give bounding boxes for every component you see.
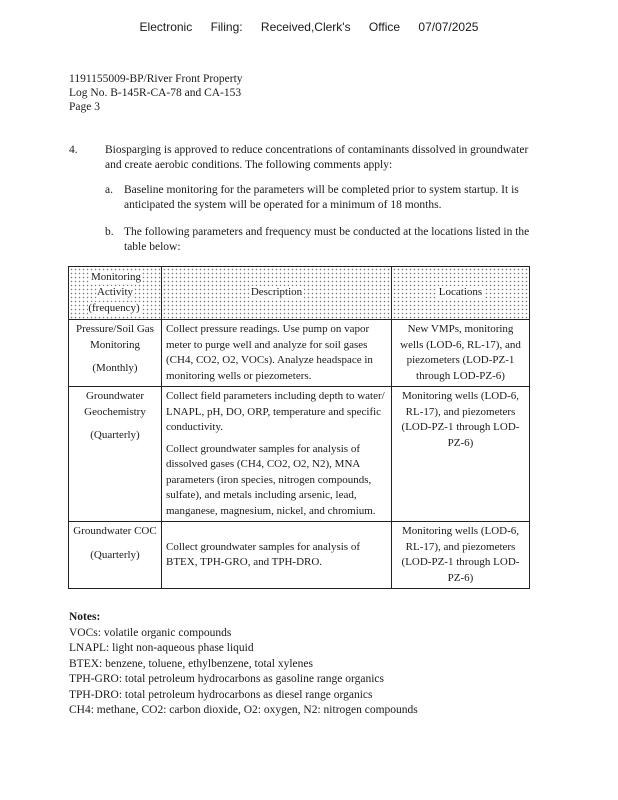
description-cell — [162, 387, 392, 522]
note-item: LNAPL: light non-aqueous phase liquid — [69, 642, 254, 654]
item-b-text: The following parameters and frequency must be conducted at the locations listed in the table below: — [124, 226, 530, 253]
item-a-text: Baseline monitoring for the parameters will be completed prior to system startup. It is anticipated the system will be operated for a minimum of 18 months. — [124, 184, 519, 211]
note-item: TPH-DRO: total petroleum hydrocarbons as diesel range organics — [69, 688, 373, 701]
notes-title: Notes: — [69, 611, 101, 623]
activity-cell — [69, 522, 162, 589]
header-activity: Monitoring Activity (frequency) — [69, 267, 162, 320]
stamp-date: 07/07/2025 — [418, 20, 479, 34]
description-cell — [162, 522, 392, 589]
locations-text: Monitoring wells (LOD-6, RL-17), and piezometers (LOD-PZ-1 through LOD-PZ-6) — [401, 390, 520, 449]
stamp-received: Received,Clerk's — [260, 20, 351, 34]
locations-cell — [392, 320, 530, 387]
note-item: CH4: methane, CO2: carbon dioxide, O2: oxygen, N2: nitrogen compounds — [69, 704, 418, 716]
description-text-2: Collect groundwater samples for analysis of dissolved gases (CH4, CO2, O2, N2), MNA parameters (iron species, nitrogen compounds, sulfate), and metals including arsenic, lead, manganese, magnesium, nickel, and chromium. — [166, 442, 376, 517]
filing-stamp — [0, 20, 618, 34]
header-project: 1191155009-BP/River Front Property — [69, 73, 243, 85]
locations-text: Monitoring wells (LOD-6, RL-17), and piezometers (LOD-PZ-1 through LOD-PZ-6) — [401, 525, 520, 584]
monitoring-table — [68, 266, 530, 589]
header-log-number: Log No. B-145R-CA-78 and CA-153 — [69, 87, 242, 99]
activity-frequency: (Quarterly) — [90, 429, 140, 441]
activity-cell — [69, 320, 162, 387]
item-4-text: Biosparging is approved to reduce concentrations of contaminants dissolved in groundwater and create aerobic conditions. The following comments apply: — [105, 144, 529, 171]
notes-section — [69, 610, 418, 719]
table-row — [69, 320, 530, 387]
note-item: VOCs: volatile organic compounds — [69, 626, 232, 639]
activity-name: Pressure/Soil Gas Monitoring — [76, 323, 154, 351]
header-locations: Locations — [392, 267, 530, 320]
table-row — [69, 387, 530, 522]
activity-cell — [69, 387, 162, 522]
description-text: Collect field parameters including depth to water/ LNAPL, pH, DO, ORP, temperature and specific conductivity. — [166, 390, 385, 433]
activity-name: Groundwater Geochemistry — [84, 390, 146, 418]
description-text: Collect groundwater samples for analysis of BTEX, TPH-GRO, and TPH-DRO. — [166, 540, 360, 568]
header-page: Page 3 — [69, 101, 100, 113]
description-text: Collect pressure readings. Use pump on vapor meter to purge well and analyze for soil gases (CH4, CO2, O2, VOCs). Analyze headspace in monitoring wells or piezometers. — [166, 323, 373, 382]
stamp-filing: Filing: — [210, 20, 243, 34]
activity-frequency: (Quarterly) — [90, 548, 140, 561]
locations-cell — [392, 387, 530, 522]
item-4-number: 4. — [69, 144, 78, 156]
table-row — [69, 522, 530, 589]
stamp-electronic: Electronic — [139, 20, 193, 34]
item-b-label: b. — [105, 226, 114, 238]
stamp-office: Office — [368, 20, 401, 34]
header-description: Description — [162, 267, 392, 320]
note-item: BTEX: benzene, toluene, ethylbenzene, total xylenes — [69, 657, 313, 670]
table-header-row — [69, 267, 530, 320]
description-cell — [162, 320, 392, 387]
locations-text: New VMPs, monitoring wells (LOD-6, RL-17), and piezometers (LOD-PZ-1 through LOD-PZ-6) — [400, 323, 521, 382]
activity-name: Groundwater COC — [73, 525, 157, 537]
activity-frequency: (Monthly) — [92, 362, 138, 374]
item-a-label: a. — [105, 184, 113, 196]
locations-cell — [392, 522, 530, 589]
note-item: TPH-GRO: total petroleum hydrocarbons as gasoline range organics — [69, 673, 385, 685]
